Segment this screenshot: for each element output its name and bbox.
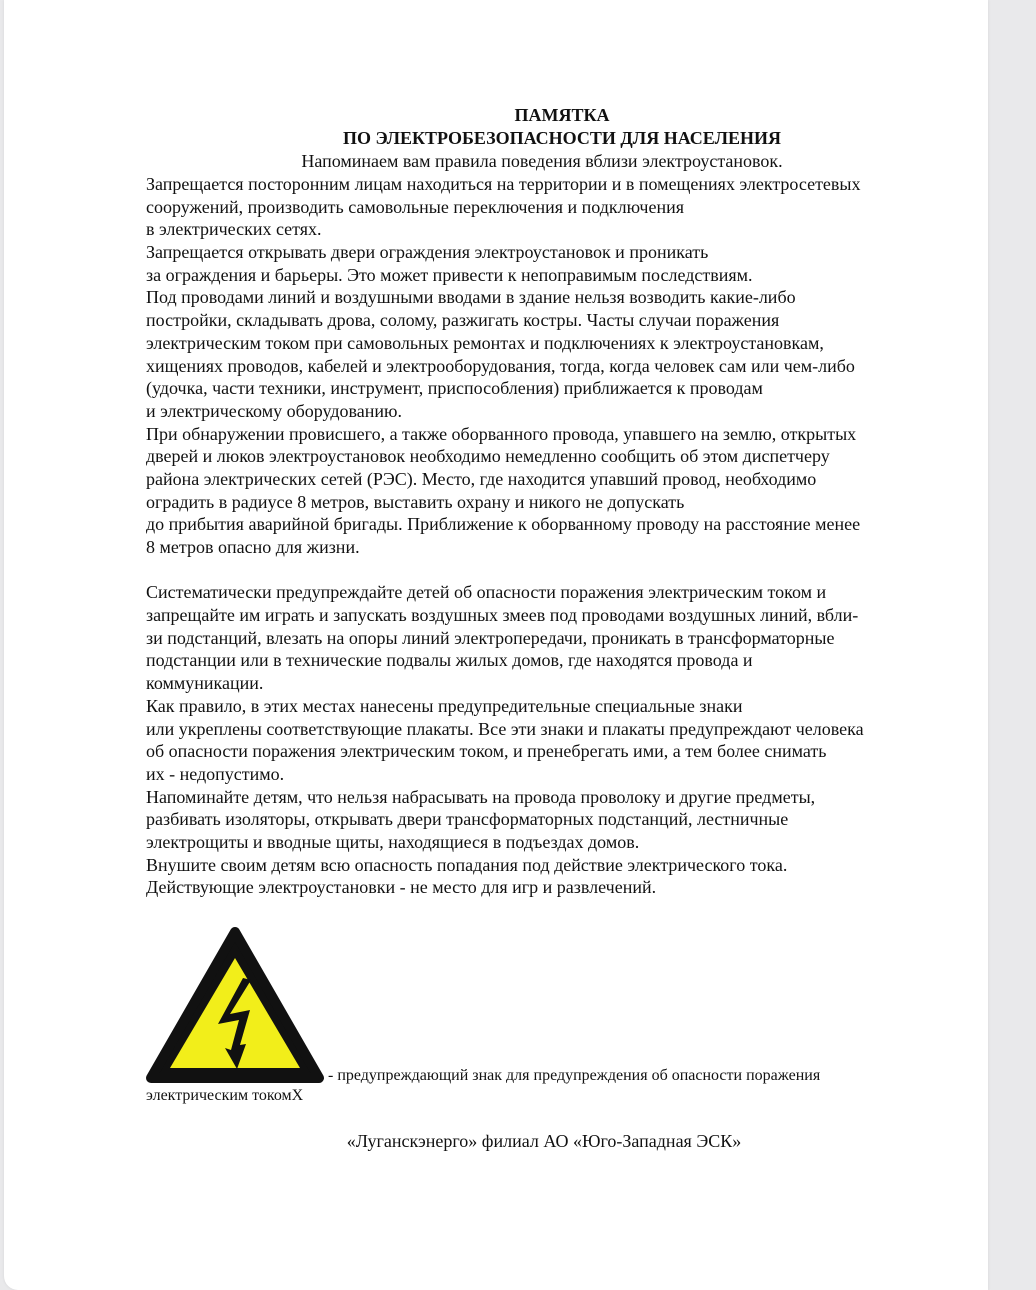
- body-line: разбивать изоляторы, открывать двери трансформаторных подстанций, лестничные: [146, 809, 789, 830]
- body-line: коммуникации.: [146, 673, 264, 694]
- paragraph-gap: [146, 559, 1006, 582]
- body-line: дверей и люков электроустановок необходимо немедленно сообщить об этом диспетчеру: [146, 446, 830, 467]
- doc-title-secondary: ПО ЭЛЕКТРОБЕЗОПАСНОСТИ ДЛЯ НАСЕЛЕНИЯ: [343, 128, 781, 148]
- body-line: сооружений, производить самовольные переключения и подключения: [146, 196, 685, 217]
- sign-caption-line: - предупреждающий знак для предупреждения об опасности поражения: [328, 1067, 821, 1084]
- doc-footer: «Луганскэнерго» филиал АО «Юго-Западная ЭСК»: [346, 1131, 742, 1151]
- body-line: и электрическому оборудованию.: [146, 400, 402, 421]
- body-line: Напоминайте детям, что нельзя набрасывать на провода проволоку и другие предметы,: [146, 786, 816, 807]
- body-line: При обнаружении провисшего, а также оборванного провода, упавшего на землю, открытых: [146, 423, 857, 444]
- body-line: электрическим током при самовольных ремонтах и подключениях к электроустановкам,: [146, 332, 824, 353]
- body-line: Систематически предупреждайте детей об опасности поражения электрическим током и: [146, 582, 827, 603]
- body-line: Действующие электроустановки - не место для игр и развлечений.: [146, 877, 657, 898]
- body-line: до прибытия аварийной бригады. Приближение к оборванному проводу на расстояние менее: [146, 514, 861, 535]
- body-line: запрещайте им играть и запускать воздушных змеев под проводами воздушных линий, вбли-: [146, 605, 859, 626]
- body-line: хищениях проводов, кабелей и электрооборудования, тогда, когда человек сам или чем-либо: [146, 355, 855, 376]
- body-line: постройки, складывать дрова, солому, разжигать костры. Часты случаи поражения: [146, 310, 780, 331]
- sign-caption-line: электрическим токомХ: [146, 1087, 304, 1104]
- body-line: Запрещается посторонним лицам находиться на территории и в помещениях электросетевых: [146, 174, 861, 194]
- body-line: оградить в радиусе 8 метров, выставить охрану и никого не допускать: [146, 491, 685, 512]
- body-line: Как правило, в этих местах нанесены предупредительные специальные знаки: [146, 695, 743, 716]
- body-line: Запрещается открывать двери ограждения электроустановок и проникать: [146, 242, 709, 263]
- body-line: зи подстанций, влезать на опоры линий электропередачи, проникать в трансформаторные: [146, 627, 835, 648]
- body-line: Внушите своим детям всю опасность попадания под действие электрического тока.: [146, 854, 788, 875]
- body-line: об опасности поражения электрическим током, и пренебрегать ими, а тем более снимать: [146, 741, 827, 762]
- body-line: 8 метров опасно для жизни.: [146, 537, 360, 557]
- doc-body: [146, 173, 1006, 899]
- body-line: их - недопустимо.: [146, 763, 285, 784]
- sign-caption: [146, 1066, 1006, 1106]
- body-line: Под проводами линий и воздушными вводами в здание нельзя возводить какие-либо: [146, 287, 796, 308]
- body-line: (удочка, части техники, инструмент, приспособления) приближается к проводам: [146, 378, 763, 399]
- body-line: электрощиты и вводные щиты, находящиеся в подъездах домов.: [146, 831, 640, 852]
- body-line: или укреплены соответствующие плакаты. Все эти знаки и плакаты предупреждают человека: [146, 718, 864, 739]
- body-line: в электрических сетях.: [146, 219, 322, 240]
- doc-title: ПАМЯТКА: [514, 105, 610, 125]
- body-line: за ограждения и барьеры. Это может привести к непоправимым последствиям.: [146, 264, 753, 285]
- body-line: подстанции или в технические подвалы жилых домов, где находятся провода и: [146, 650, 753, 671]
- doc-subtitle: Напоминаем вам правила поведения вблизи электроустановок.: [301, 151, 783, 171]
- body-line: района электрических сетей (РЭС). Место, где находится упавший провод, необходимо: [146, 468, 817, 489]
- high-voltage-warning-icon: [145, 924, 325, 1084]
